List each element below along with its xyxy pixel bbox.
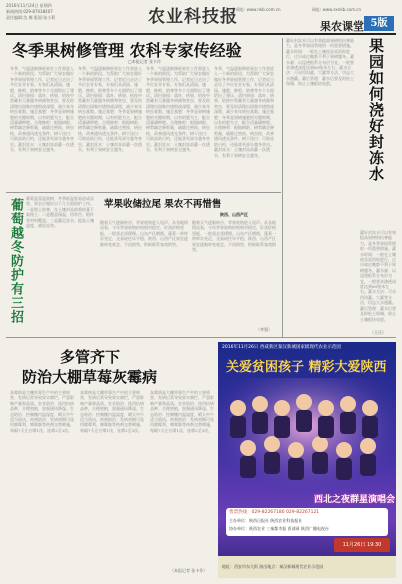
- main-headline: 冬季果树修管理 农科专家传经验: [12, 41, 242, 60]
- editor-line: 责任编辑:沈 娜 版面:张小莉: [6, 15, 56, 20]
- ad-footer-strip: [218, 556, 396, 578]
- strawberry-col-2: 灰霉病是大棚草莓生产中的主要病害，发病后常导致果实腐烂，严重影响产量和品质。农业防治：选用抗病品种，合理密植，加强通风降湿。生态防治：控制棚内温湿度，晴天中午适当放风。药剂防治：发病初期可选用腐霉利、嘧霉胺等药剂交替喷施，每隔7天左右喷1次，连喷2至3次。: [80, 390, 144, 433]
- section-title: 果农课堂: [320, 20, 364, 33]
- concert-advertisement[interactable]: [218, 342, 396, 578]
- strawberry-col-3: 灰霉病是大棚草莓生产中的主要病害，发病后常导致果实腐烂，严重影响产量和品质。农业防治：选用抗病品种，合理密植，加强通风降湿。生态防治：控制棚内温湿度，晴天中午适当放风。药剂防治：发病初期可选用腐霉利、嘧霉胺等药剂交替喷施，每隔7天左右喷1次，连喷2至3次。: [150, 390, 214, 433]
- ad-host-line: 主办单位：陕西日报社 陕西农业科技报社: [229, 518, 303, 523]
- ad-footer-line: 地址：西安市东大街 演出地点：秦汉新城现代农业示范园: [222, 564, 324, 569]
- ad-date-badge: 11月26日 19:30: [334, 538, 390, 552]
- section-divider: [6, 192, 281, 193]
- side-article-author: （王氏）: [370, 330, 386, 335]
- performers-photo: [218, 378, 396, 498]
- main-byline: □本报记者 张卡作: [128, 59, 162, 64]
- column-divider: [282, 38, 283, 338]
- section-divider-2: [6, 337, 396, 338]
- side-article-headline: 果园如何浇好封冻水: [367, 38, 385, 182]
- ad-info-panel: [226, 508, 388, 536]
- ad-sponsor-line: 协办单位：陕西农业 三秦都市报 西部网 陕西广播电视台: [229, 526, 329, 531]
- apple-article-col-2: 随着天气逐渐转冷，苹果收购进入尾声。从各地情况看，今年苹果收购价格相对稳定，好货价格坚挺，一般货走货缓慢。山东产区栖霞、蓬莱一带库存充足，交易较往年平稳。陕西、山西产区果农逐渐转变观念，不再惜售，积极联系客商销售。: [192, 220, 276, 253]
- ad-top-line: 2016年11月26日 西咸新区秦汉新城国家级现代农业示范园: [222, 345, 341, 350]
- side-article-body-2: 灌好封冻水可以有效提高果树的抗寒能力，是冬季果园管理的一项重要措施。灌水时间：一般在土壤夜冻昼消时进行，过早或过晚都不利于果树越冬。灌水量：以浸透根系分布层为宜，一般要求渗透深度达到80厘米左右。灌水方法：可采用沟灌、穴灌等方法，切忌大水漫灌。灌后管理：灌水后要及时松土保墒，防止土壤板结龟裂。: [360, 230, 396, 322]
- website-url-1[interactable]: 网址: www.nkb.com.cn: [236, 7, 281, 12]
- page-number-badge: 5版: [364, 16, 394, 31]
- ad-subtitle: 西北之夜群星演唱会: [314, 495, 396, 505]
- grape-headline: 葡萄越冬防护有三招: [8, 198, 23, 324]
- grape-article-body: 葡萄是喜温果树，冬季低温容易造成冻害，果农应做好以下几方面防护工作。一是埋土防寒，在土壤封冻前将枝蔓下架埋土；二是覆盖保温，用草苫、秸秆等材料覆盖；三是灌足冻水，提高土壤温度，减轻冻害。: [26, 196, 94, 229]
- masthead-logo: 农业科技报: [148, 7, 238, 27]
- header-rule: [6, 33, 396, 35]
- main-article-col-1: 冬季，气温逐渐降低果农工作要进入一个新的阶段。为帮助广大果农做好冬季果园管理工作，记者近日走访了多位农业专家，专家们从清园、施肥、修剪、防寒等多个方面给出了建议。清扫果园：落叶、病果、枯枝中常藏有大量越冬病菌和害虫，要及时清理出园集中烧毁或深埋，减少来年病虫基数。施足基肥：冬季是果树施肥的关键时期，以有机肥为主，配合适量磷钾肥。合理修剪：根据树龄、树势确定修剪量，疏除过密枝、病虫枝，改善通风透光条件。树干涂白：可防冻防日灼，还能杀死部分越冬害虫。灌封冻水：土壤封冻前灌一次透水，有利于果树安全越冬。: [10, 66, 74, 153]
- main-article-col-3: 冬季，气温逐渐降低果农工作要进入一个新的阶段。为帮助广大果农做好冬季果园管理工作，记者近日走访了多位农业专家，专家们从清园、施肥、修剪、防寒等多个方面给出了建议。清扫果园：落叶、病果、枯枝中常藏有大量越冬病菌和害虫，要及时清理出园集中烧毁或深埋，减少来年病虫基数。施足基肥：冬季是果树施肥的关键时期，以有机肥为主，配合适量磷钾肥。合理修剪：根据树龄、树势确定修剪量，疏除过密枝、病虫枝，改善通风透光条件。树干涂白：可防冻防日灼，还能杀死部分越冬害虫。灌封冻水：土壤封冻前灌一次透水，有利于果树安全越冬。: [146, 66, 210, 153]
- issue-date: 2016年11月24日 星期四: [6, 3, 52, 8]
- strawberry-headline-1: 多管齐下: [60, 348, 121, 366]
- main-article-col-2: 冬季，气温逐渐降低果农工作要进入一个新的阶段。为帮助广大果农做好冬季果园管理工作，记者近日走访了多位农业专家，专家们从清园、施肥、修剪、防寒等多个方面给出了建议。清扫果园：落叶、病果、枯枝中常藏有大量越冬病菌和害虫，要及时清理出园集中烧毁或深埋，减少来年病虫基数。施足基肥：冬季是果树施肥的关键时期，以有机肥为主，配合适量磷钾肥。合理修剪：根据树龄、树势确定修剪量，疏除过密枝、病虫枝，改善通风透光条件。树干涂白：可防冻防日灼，还能杀死部分越冬害虫。灌封冻水：土壤封冻前灌一次透水，有利于果树安全越冬。: [78, 66, 142, 153]
- apple-dateline: 陕西、山西产区: [220, 212, 248, 217]
- main-article-col-4: 冬季，气温逐渐降低果农工作要进入一个新的阶段。为帮助广大果农做好冬季果园管理工作，记者近日走访了多位农业专家，专家们从清园、施肥、修剪、防寒等多个方面给出了建议。清扫果园：落叶、病果、枯枝中常藏有大量越冬病菌和害虫，要及时清理出园集中烧毁或深埋，减少来年病虫基数。施足基肥：冬季是果树施肥的关键时期，以有机肥为主，配合适量磷钾肥。合理修剪：根据树龄、树势确定修剪量，疏除过密枝、病虫枝，改善通风透光条件。树干涂白：可防冻防日灼，还能杀死部分越冬害虫。灌封冻水：土壤封冻前灌一次透水，有利于果树安全越冬。: [214, 66, 274, 158]
- strawberry-col-1: 灰霉病是大棚草莓生产中的主要病害，发病后常导致果实腐烂，严重影响产量和品质。农业防治：选用抗病品种，合理密植，加强通风降湿。生态防治：控制棚内温湿度，晴天中午适当放风。药剂防治：发病初期可选用腐霉利、嘧霉胺等药剂交替喷施，每隔7天左右喷1次，连喷2至3次。: [10, 390, 74, 433]
- side-article-body: 灌好封冻水可以有效提高果树的抗寒能力，是冬季果园管理的一项重要措施。灌水时间：一般在土壤夜冻昼消时进行，过早或过晚都不利于果树越冬。灌水量：以浸透根系分布层为宜，一般要求渗透深度达到80厘米左右。灌水方法：可采用沟灌、穴灌等方法，切忌大水漫灌。灌后管理：灌水后要及时松土保墒，防止土壤板结龟裂。: [286, 38, 354, 87]
- apple-headline: 苹果收储拉尾 果农不再惜售: [104, 199, 222, 210]
- website-url-2[interactable]: 网址: www.sxnkb.com.cn: [312, 7, 361, 12]
- news-hotline: 新闻热线:029-87038407: [6, 9, 53, 14]
- ad-hotline: 售票热线：029-82267180 029-82267121: [229, 510, 320, 515]
- apple-author: （李强）: [256, 327, 272, 332]
- ad-banner: 关爱贫困孩子 精彩大爱陕西: [226, 360, 387, 375]
- strawberry-author: （本报记者 张卡作）: [170, 568, 208, 573]
- strawberry-headline-2: 防治大棚草莓灰霉病: [22, 368, 158, 386]
- apple-article-col-1: 随着天气逐渐转冷，苹果收购进入尾声。从各地情况看，今年苹果收购价格相对稳定，好货价格坚挺，一般货走货缓慢。山东产区栖霞、蓬莱一带库存充足，交易较往年平稳。陕西、山西产区果农逐渐转变观念，不再惜售，积极联系客商销售。: [100, 220, 188, 247]
